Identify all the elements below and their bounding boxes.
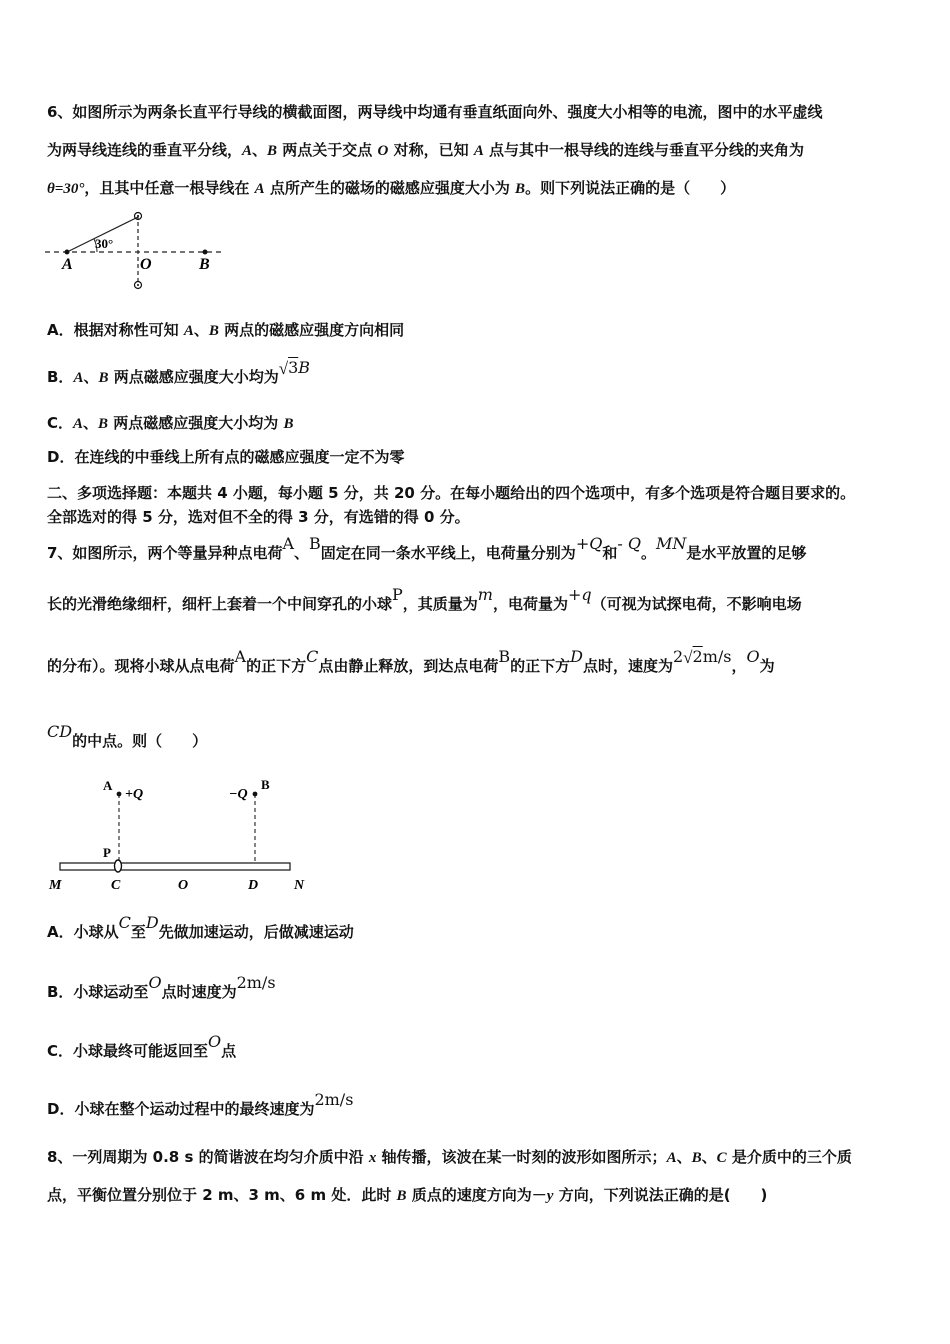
- math-var: B: [298, 358, 311, 377]
- fig-label-b: B: [261, 777, 270, 792]
- fig-label-b: B: [199, 256, 210, 273]
- fig-label-c: C: [111, 878, 121, 893]
- point-a-label: A: [242, 143, 253, 159]
- axis-x-label: x: [368, 1150, 377, 1166]
- point-b-dot: [203, 250, 208, 255]
- fig-label-o: O: [178, 878, 189, 893]
- q7-text: 的正下方: [510, 657, 571, 675]
- q6-option-c[interactable]: [47, 413, 294, 434]
- var-label: A: [73, 416, 84, 432]
- q7-stem-line-2: [47, 585, 802, 614]
- option-text: D．小球在整个运动过程中的最终速度为: [47, 1100, 315, 1118]
- fig-label-plus-q: +Q: [125, 787, 144, 802]
- q8-text: 点，平衡位置分别位于 2 m、3 m、6 m 处．此时: [47, 1186, 397, 1204]
- q7-text: 、: [294, 544, 310, 562]
- q8-stem-line-2: [47, 1185, 767, 1206]
- sqrt-sign: √: [278, 359, 289, 378]
- axis-y-label: y: [546, 1188, 554, 1204]
- q7-stem-line-1: [47, 534, 807, 563]
- charge-plus-q-small: +q: [567, 585, 592, 604]
- q6-option-b[interactable]: [47, 358, 311, 388]
- q6-stem-line-2: [47, 140, 804, 161]
- option-text: 点时速度为: [161, 983, 237, 1001]
- math-var: D: [145, 913, 159, 932]
- charge-a-dot: [117, 792, 122, 797]
- q8-text: 轴传播，该波在某一时刻的波形如图所示；: [376, 1148, 667, 1166]
- option-text: 、: [83, 368, 99, 386]
- q7-text: ，其质量为: [402, 595, 478, 613]
- option-text: 两点的磁感应强度方向相同: [218, 321, 405, 339]
- var-label: A: [73, 370, 84, 386]
- point-b-label: B: [267, 143, 278, 159]
- wire-bottom-dot: [137, 284, 139, 286]
- q6-text: 为两导线连线的垂直平分线，: [47, 141, 243, 159]
- point-b-label: B: [691, 1150, 702, 1166]
- option-text: 先做加速运动，后做减速运动: [158, 923, 354, 941]
- q8-text: 、: [676, 1148, 692, 1166]
- section-text: 全部选对的得 5 分，选对但不全的得 3 分，有选错的得 0 分。: [47, 508, 470, 526]
- math-var: O: [148, 973, 162, 992]
- q7-stem-line-3: [47, 647, 775, 676]
- point-o-label: O: [746, 647, 760, 666]
- q7-text: 和: [602, 544, 618, 562]
- option-text: 至: [130, 923, 146, 941]
- q6-stem-line-3: [47, 178, 735, 199]
- q6-option-a[interactable]: [47, 320, 404, 341]
- q7-option-b[interactable]: [47, 973, 276, 1002]
- option-text: B．: [47, 368, 74, 386]
- q6-text: 对称，已知: [388, 141, 474, 159]
- q7-text: ，: [731, 657, 747, 675]
- sqrt-radicand: 3: [288, 358, 299, 377]
- q8-text: 是介质中的三个质: [726, 1148, 852, 1166]
- q7-text: 点时，速度为: [582, 657, 673, 675]
- option-text: 、: [83, 414, 99, 432]
- sqrt-sign: √: [683, 648, 693, 667]
- q7-text: 是水平放置的足够: [686, 544, 807, 562]
- q7-text: 点由静止释放，到达点电荷: [318, 657, 499, 675]
- rod-mn-label: MN: [655, 534, 687, 553]
- q6-text: ，且其中任意一根导线在: [84, 179, 255, 197]
- point-a-label: A: [473, 143, 484, 159]
- q7-text: 为: [759, 657, 775, 675]
- var-label: B: [98, 370, 109, 386]
- var-label: B: [208, 323, 219, 339]
- math-var: C: [118, 913, 131, 932]
- q6-option-d[interactable]: [47, 447, 404, 467]
- charge-minus-q: - Q: [617, 534, 641, 553]
- charge-b-label: B: [498, 647, 511, 666]
- angle-value: θ=30°: [47, 181, 85, 197]
- speed-coef: 2: [672, 647, 684, 666]
- fig-label-a: A: [62, 256, 73, 273]
- fig-label-p: P: [103, 845, 111, 860]
- q7-text: 的中点。则（ ）: [72, 732, 208, 750]
- q7-text: 。: [640, 544, 656, 562]
- q6-text: 、: [252, 141, 268, 159]
- q8-text: 质点的速度方向为－: [406, 1186, 547, 1204]
- point-o-label: O: [377, 143, 389, 159]
- charge-b-dot: [253, 792, 258, 797]
- section-2-instructions-line-1: [47, 483, 855, 503]
- math-var: O: [208, 1032, 222, 1051]
- point-c-label: C: [306, 647, 319, 666]
- var-label: A: [183, 323, 194, 339]
- q8-text: 方向，下列说法正确的是( ): [553, 1186, 768, 1204]
- q8-text: 8、一列周期为 0.8 s 的简谐波在均匀介质中沿: [47, 1148, 369, 1166]
- section-2-instructions-line-2: [47, 507, 470, 527]
- option-text: 两点磁感应强度大小均为: [108, 368, 279, 386]
- q7-text: （可视为试探电荷，不影响电场: [591, 595, 802, 613]
- segment-cd-label: CD: [47, 722, 73, 741]
- q7-text: 固定在同一条水平线上，电荷量分别为: [320, 544, 576, 562]
- q6-text: 两点关于交点: [277, 141, 378, 159]
- ball-p: [115, 860, 122, 872]
- fig-label-o: O: [140, 256, 152, 273]
- wire-top-dot: [137, 215, 139, 217]
- option-text: D．在连线的中垂线上所有点的磁感应强度一定不为零: [47, 448, 405, 466]
- q6-text: 6、如图所示为两条长直平行导线的横截面图，两导线中均通有垂直纸面向外、强度大小相等的电流，图中的水平虚线: [47, 103, 823, 121]
- charge-b-label: B: [309, 534, 321, 553]
- q7-text: 的分布）。现将小球从点电荷: [47, 657, 235, 675]
- charge-a-label: A: [282, 534, 295, 553]
- fig-label-minus-q: −Q: [229, 787, 248, 802]
- q7-charge-rod-diagram: [45, 770, 325, 895]
- fig-label-n: N: [294, 878, 305, 893]
- option-text: C．: [47, 414, 74, 432]
- q8-stem-line-1: [47, 1147, 852, 1168]
- q6-wire-diagram: [45, 205, 245, 300]
- q7-text: ，电荷量为: [492, 595, 568, 613]
- angle-label: 30°: [95, 236, 114, 251]
- option-text: A．小球从: [47, 923, 119, 941]
- q6-text: 点所产生的磁场的磁感应强度大小为: [264, 179, 516, 197]
- point-b-label: B: [396, 1188, 407, 1204]
- ball-p-label: P: [392, 585, 403, 604]
- q7-option-c[interactable]: [47, 1032, 237, 1061]
- point-a-label: A: [254, 181, 265, 197]
- speed-value: 2m/s: [314, 1090, 354, 1109]
- point-a-label: A: [666, 1150, 677, 1166]
- speed-value: 2m/s: [236, 973, 276, 992]
- point-c-label: C: [716, 1150, 727, 1166]
- option-text: B．小球运动至: [47, 983, 149, 1001]
- option-text: 两点磁感应强度大小均为: [108, 414, 284, 432]
- var-label: B: [98, 416, 109, 432]
- sqrt-radicand: 2: [692, 647, 703, 666]
- q7-text: 的正下方: [246, 657, 307, 675]
- option-text: A．根据对称性可知: [47, 321, 184, 339]
- q7-option-d[interactable]: [47, 1090, 354, 1119]
- q7-option-a[interactable]: [47, 913, 354, 942]
- fig-label-d: D: [248, 878, 259, 893]
- q7-stem-line-4: [47, 722, 208, 751]
- fig-label-a: A: [103, 778, 113, 793]
- charge-a-label: A: [234, 647, 247, 666]
- q6-text: 点与其中一根导线的连线与垂直平分线的夹角为: [483, 141, 805, 159]
- charge-plus-q: +Q: [575, 534, 603, 553]
- section-text: 二、多项选择题：本题共 4 小题，每小题 5 分，共 20 分。在每小题给出的四个选项中，有多个选项是符合题目要求的。: [47, 484, 856, 502]
- option-text: 、: [193, 321, 209, 339]
- option-text: 点: [221, 1042, 237, 1060]
- fig-label-m: M: [49, 878, 62, 893]
- q8-text: 、: [701, 1148, 717, 1166]
- speed-unit: m/s: [702, 647, 732, 666]
- q7-text: 长的光滑绝缘细杆，细杆上套着一个中间穿孔的小球: [47, 595, 393, 613]
- mass-m: m: [477, 585, 493, 604]
- rod-mn: [60, 863, 290, 870]
- q7-text: 7、如图所示，两个等量异种点电荷: [47, 544, 283, 562]
- q6-text: 。则下列说法正确的是（ ）: [525, 179, 736, 197]
- field-b-label: B: [515, 181, 526, 197]
- q6-stem-line-1: [47, 102, 822, 122]
- point-d-label: D: [570, 647, 583, 666]
- var-label: B: [283, 416, 294, 432]
- point-a-dot: [65, 250, 70, 255]
- option-text: C．小球最终可能返回至: [47, 1042, 209, 1060]
